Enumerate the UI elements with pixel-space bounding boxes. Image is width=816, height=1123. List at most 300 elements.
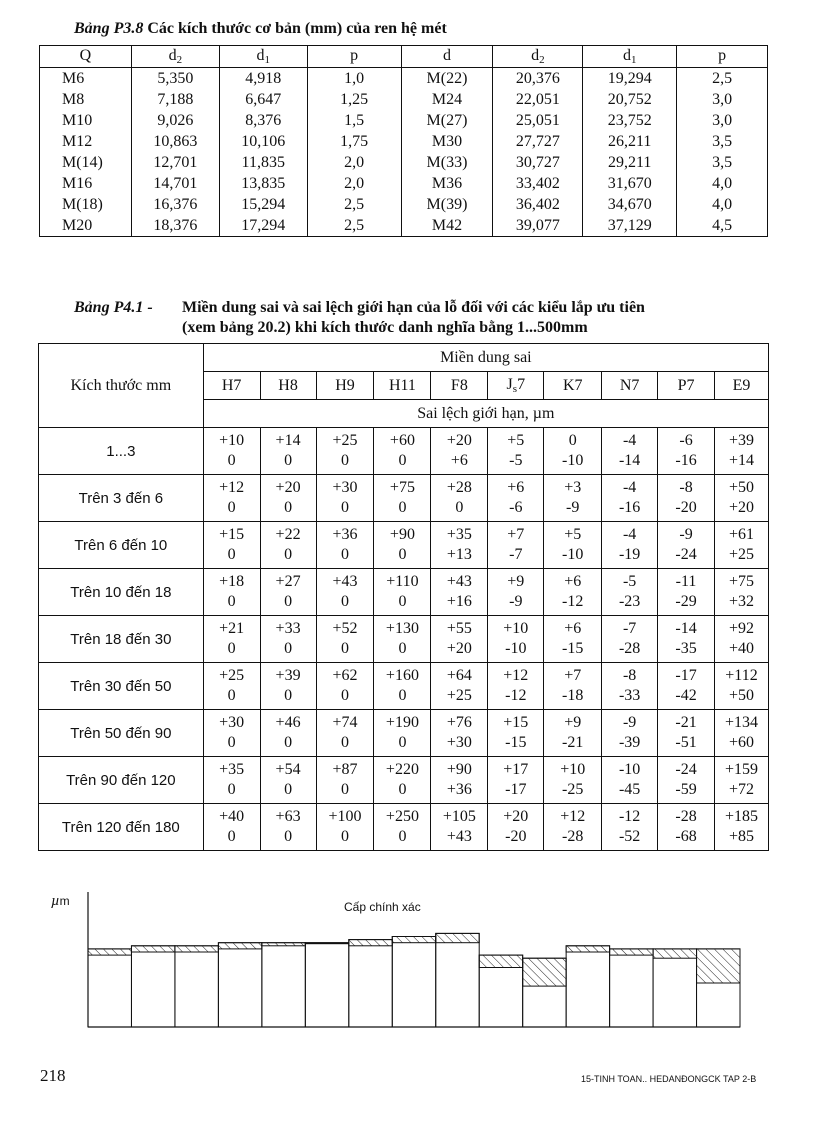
upper-deviation: +25 [219,667,245,684]
upper-deviation: -5 [622,573,637,590]
upper-deviation: +87 [332,761,358,778]
deviation-cell [714,663,768,710]
table-row [39,616,769,663]
tolerance-band [175,946,218,952]
table-cell: 15,294 [219,194,307,215]
table-cell: 1,0 [307,68,401,90]
page-number: 218 [40,1066,66,1085]
lower-deviation: +13 [446,546,472,563]
table-cell: 2,0 [307,173,401,194]
upper-deviation: +190 [385,714,419,731]
tolerance-class-header [203,372,260,400]
lower-deviation: 0 [284,687,293,704]
upper-deviation: +36 [332,526,358,543]
table-row [39,757,769,804]
header-text: d [622,47,631,64]
lower-deviation: 0 [227,499,236,516]
table-body [39,428,769,851]
table-row [40,110,768,131]
zone-bar [349,940,392,1027]
deviation-cell [488,569,544,616]
upper-deviation: +39 [728,432,754,449]
upper-deviation: -14 [675,620,697,637]
upper-deviation: +6 [507,479,525,496]
deviation-cell [260,804,316,851]
lower-deviation: -10 [505,640,527,657]
deviation-cell [602,475,658,522]
lower-deviation: +20 [446,640,472,657]
class-subscript: s [512,383,518,395]
table-row [40,68,768,90]
table-row [39,804,769,851]
header-subscript: 1 [630,54,637,66]
table-cell: M(18) [62,196,103,213]
lower-deviation: 0 [284,546,293,563]
column-header [493,46,583,68]
upper-deviation: +30 [332,479,358,496]
tolerance-band [610,949,653,955]
deviation-cell [488,475,544,522]
lower-deviation: -28 [562,828,584,845]
upper-deviation: +17 [503,761,529,778]
zone-bar [610,949,653,1027]
class-letter: K7 [562,376,583,394]
deviation-cell [431,569,488,616]
upper-deviation: +30 [219,714,245,731]
deviation-cell [260,663,316,710]
deviation-cell [316,428,374,475]
table-cell: 29,211 [583,152,677,173]
tolerance-band [349,940,392,946]
table-p41-label: Bảng P4.1 - [74,299,153,316]
lower-deviation: 0 [284,828,293,845]
table-p41-title-line1: Miền dung sai và sai lệch giới hạn của lỗ đối với các kiểu lắp ưu tiên [182,299,645,316]
deviation-cell [260,475,316,522]
lower-deviation: 0 [398,687,407,704]
lower-deviation: 0 [284,499,293,516]
column-header [583,46,677,68]
table-row [40,194,768,215]
lower-deviation: 0 [341,452,349,469]
upper-deviation: +7 [507,526,525,543]
upper-deviation: 0 [568,432,577,449]
table-row [40,215,768,237]
upper-deviation: +134 [724,714,758,731]
zone-bar [653,949,696,1027]
table-cell: 3,0 [677,89,768,110]
table-row [39,522,769,569]
deviation-cell [431,710,488,757]
upper-deviation: +10 [503,620,529,637]
lower-deviation: 0 [341,734,349,751]
upper-deviation: +159 [724,761,758,778]
deviation-cell [374,757,431,804]
tolerance-zones [88,933,740,1027]
table-cell: M(14) [62,154,103,171]
class-letter: E9 [732,376,751,394]
deviation-cell [203,428,260,475]
deviation-cell [714,569,768,616]
deviation-cell [544,569,602,616]
upper-deviation: -28 [675,808,697,825]
upper-deviation: +60 [389,432,415,449]
deviation-cell [203,757,260,804]
upper-deviation: -24 [675,761,697,778]
upper-deviation: +6 [564,620,582,637]
limit-deviation-header: Sai lệch giới hạn, µm [203,400,768,428]
upper-deviation: +75 [389,479,415,496]
tolerance-class-header [488,372,544,400]
size-range-cell: Trên 6 đến 10 [39,522,204,569]
upper-deviation: +160 [385,667,419,684]
deviation-cell [203,616,260,663]
upper-deviation: +110 [386,573,419,590]
lower-deviation: +25 [446,687,472,704]
deviation-cell [714,804,768,851]
lower-deviation: -51 [675,734,697,751]
lower-deviation: 0 [284,781,293,798]
lower-deviation: -20 [675,499,697,516]
deviation-cell [316,663,374,710]
table-cell: 33,402 [493,173,583,194]
deviation-cell [260,428,316,475]
tolerance-band [218,943,261,949]
deviation-cell [714,616,768,663]
tolerance-class-header [260,372,316,400]
deviation-cell [316,757,374,804]
chart-title: Cấp chính xác [344,900,421,914]
column-header [677,46,768,68]
deviation-cell [602,428,658,475]
class-letter: P7 [677,376,695,394]
table-cell: 20,752 [583,89,677,110]
table-cell: 3,0 [677,110,768,131]
table-p38-title: Các kích thước cơ bản (mm) của ren hệ mét [147,20,447,37]
deviation-cell [431,616,488,663]
column-header [401,46,493,68]
upper-deviation: +20 [275,479,301,496]
deviation-cell [431,522,488,569]
upper-deviation: -11 [675,573,697,590]
table-cell: 25,051 [493,110,583,131]
micro-symbol: µ [51,893,60,909]
deviation-cell [203,475,260,522]
lower-deviation: +72 [728,781,754,798]
lower-deviation: -21 [562,734,584,751]
size-range-cell: Trên 18 đến 30 [39,616,204,663]
deviation-cell [488,616,544,663]
upper-deviation: +3 [564,479,582,496]
lower-deviation: 0 [227,828,236,845]
deviation-cell [374,522,431,569]
upper-deviation: +220 [385,761,419,778]
table-cell: 1,5 [307,110,401,131]
deviation-cell [316,522,374,569]
deviation-cell [602,663,658,710]
table-row [39,569,769,616]
lower-deviation: -12 [562,593,584,610]
upper-deviation: +92 [728,620,754,637]
upper-deviation: +10 [560,761,586,778]
lower-deviation: 0 [227,452,236,469]
tolerance-zone-chart [40,886,750,1031]
upper-deviation: -9 [679,526,693,543]
deviation-cell [316,804,374,851]
class-letter: H7 [221,376,242,394]
deviation-cell [658,804,715,851]
zone-bar [131,946,174,1027]
lower-deviation: -16 [618,499,641,516]
lower-deviation: 0 [227,781,236,798]
tolerance-class-header [658,372,715,400]
deviation-cell [203,522,260,569]
header-text: p [718,47,727,64]
deviation-cell [488,428,544,475]
deviation-cell [544,428,602,475]
zone-bar [436,933,479,1027]
lower-deviation: 0 [398,781,407,798]
deviation-cell [714,757,768,804]
lower-deviation: +25 [728,546,754,563]
upper-deviation: +22 [275,526,301,543]
table-cell: 19,294 [583,68,677,90]
table-p41-title-line2: (xem bảng 20.2) khi kích thước danh nghĩa bằng 1...500mm [182,319,588,336]
upper-deviation: +100 [328,808,362,825]
deviation-cell [431,428,488,475]
lower-deviation: 0 [398,640,407,657]
deviation-cell [658,757,715,804]
lower-deviation: +60 [728,734,754,751]
deviation-cell [714,475,768,522]
lower-deviation: -68 [675,828,697,845]
table-cell: M42 [401,215,493,237]
header-text: d [442,47,451,64]
lower-deviation: 0 [398,546,407,563]
tolerance-band [392,937,435,943]
deviation-cell [714,428,768,475]
tolerance-band [305,943,348,944]
upper-deviation: +46 [275,714,301,731]
deviation-cell [488,804,544,851]
lower-deviation: 0 [341,687,349,704]
upper-deviation: +10 [219,432,245,449]
upper-deviation: +35 [446,526,472,543]
lower-deviation: +50 [728,687,754,704]
deviation-cell [374,428,431,475]
size-range-cell: 1...3 [39,428,204,475]
lower-deviation: -10 [562,546,584,563]
lower-deviation: -12 [505,687,527,704]
table-cell: 17,294 [219,215,307,237]
meter-symbol: m [59,894,70,908]
lower-deviation: 0 [341,781,349,798]
lower-deviation: -23 [618,593,641,610]
table-cell: 1,25 [307,89,401,110]
upper-deviation: +112 [725,667,758,684]
lower-deviation: -14 [618,452,641,469]
table-cell: 20,376 [493,68,583,90]
tolerance-class-header [544,372,602,400]
tolerance-band [566,946,609,952]
table-cell: M16 [62,175,93,192]
lower-deviation: +14 [728,452,754,469]
upper-deviation: +43 [446,573,472,590]
lower-deviation: +43 [446,828,472,845]
header-subscript: 1 [264,54,270,66]
upper-deviation: +12 [560,808,586,825]
lower-deviation: 0 [284,734,293,751]
lower-deviation: 0 [227,546,236,563]
header-text: d [531,47,540,64]
table-cell: 16,376 [131,194,219,215]
column-header [307,46,401,68]
deviation-cell [431,804,488,851]
upper-deviation: -17 [675,667,697,684]
table-cell: 10,863 [131,131,219,152]
deviation-cell [544,522,602,569]
upper-deviation: +21 [219,620,245,637]
upper-deviation: -7 [622,620,637,637]
lower-deviation: 0 [284,640,293,657]
zone-bar [218,943,261,1027]
table-row [40,173,768,194]
table-cell: 6,647 [219,89,307,110]
lower-deviation: -15 [562,640,584,657]
zone-bar [88,949,131,1027]
upper-deviation: +63 [275,808,301,825]
lower-deviation: -28 [618,640,641,657]
deviation-cell [260,710,316,757]
upper-deviation: +105 [442,808,476,825]
table-header-row [40,46,768,68]
upper-deviation: +39 [275,667,301,684]
column-header [219,46,307,68]
upper-deviation: +90 [389,526,415,543]
upper-deviation: +12 [219,479,245,496]
table-cell: 2,5 [677,68,768,90]
table-cell: 4,5 [677,215,768,237]
table-cell: 3,5 [677,152,768,173]
size-range-cell: Trên 90 đến 120 [39,757,204,804]
upper-deviation: +28 [446,479,472,496]
table-cell: 39,077 [493,215,583,237]
tolerance-class-header [602,372,658,400]
table-header-row [39,344,769,372]
table-cell: 2,5 [307,194,401,215]
table-cell: 23,752 [583,110,677,131]
lower-deviation: -17 [505,781,527,798]
table-cell: M(39) [401,194,493,215]
column-header [131,46,219,68]
upper-deviation: +7 [564,667,582,684]
table-cell: M(27) [401,110,493,131]
deviation-cell [658,569,715,616]
class-letter: H11 [388,376,416,394]
size-range-cell: Trên 50 đến 90 [39,710,204,757]
upper-deviation: +18 [219,573,245,590]
upper-deviation: -10 [618,761,641,778]
deviation-cell [316,616,374,663]
lower-deviation: +16 [446,593,472,610]
lower-deviation: -9 [566,499,580,516]
table-cell: 5,350 [131,68,219,90]
table-cell: 34,670 [583,194,677,215]
header-text: d [168,47,177,64]
tolerance-class-header [431,372,488,400]
deviation-cell [544,475,602,522]
table-cell: 13,835 [219,173,307,194]
deviation-cell [602,569,658,616]
class-letter: J [506,376,513,393]
class-letter: F8 [450,376,468,394]
lower-deviation: -6 [509,499,523,516]
table-cell: 26,211 [583,131,677,152]
upper-deviation: -21 [675,714,697,731]
table-cell: M20 [62,217,93,234]
footer-note: 15-TINH TOAN.. HEDANĐONGCK TAP 2-B [581,1074,757,1084]
upper-deviation: +20 [503,808,529,825]
upper-deviation: +15 [503,714,529,731]
lower-deviation: +30 [446,734,472,751]
upper-deviation: -4 [622,432,637,449]
lower-deviation: 0 [398,734,407,751]
table-body [40,68,768,237]
deviation-cell [316,475,374,522]
lower-deviation: -59 [675,781,697,798]
table-cell: 4,0 [677,173,768,194]
table-row [39,663,769,710]
lower-deviation: 0 [227,593,236,610]
lower-deviation: -25 [562,781,584,798]
table-row [39,710,769,757]
deviation-cell [658,428,715,475]
deviation-cell [602,522,658,569]
upper-deviation: +62 [332,667,358,684]
lower-deviation: -45 [618,781,641,798]
upper-deviation: +5 [507,432,525,449]
size-range-cell: Trên 10 đến 18 [39,569,204,616]
deviation-cell [602,616,658,663]
table-cell: 12,701 [131,152,219,173]
table-row [39,428,769,475]
lower-deviation: 0 [398,452,407,469]
table-row [40,131,768,152]
tolerance-band [262,943,305,946]
lower-deviation: 0 [284,593,293,610]
lower-deviation: -16 [675,452,697,469]
tolerance-class-header [374,372,431,400]
class-grade: 7 [517,376,526,393]
upper-deviation: -6 [679,432,693,449]
table-cell: 4,0 [677,194,768,215]
table-cell: M(33) [401,152,493,173]
deviation-cell [260,522,316,569]
deviation-cell [658,616,715,663]
table-cell: 18,376 [131,215,219,237]
lower-deviation: -19 [618,546,641,563]
upper-deviation: -9 [622,714,637,731]
upper-deviation: +15 [219,526,245,543]
lower-deviation: -18 [562,687,584,704]
size-range-cell: Trên 120 đến 180 [39,804,204,851]
lower-deviation: +85 [728,828,754,845]
lower-deviation: -29 [675,593,697,610]
deviation-cell [658,475,715,522]
upper-deviation: +33 [275,620,301,637]
lower-deviation: 0 [398,499,407,516]
table-p41-caption [74,298,645,338]
table-cell: 9,026 [131,110,219,131]
